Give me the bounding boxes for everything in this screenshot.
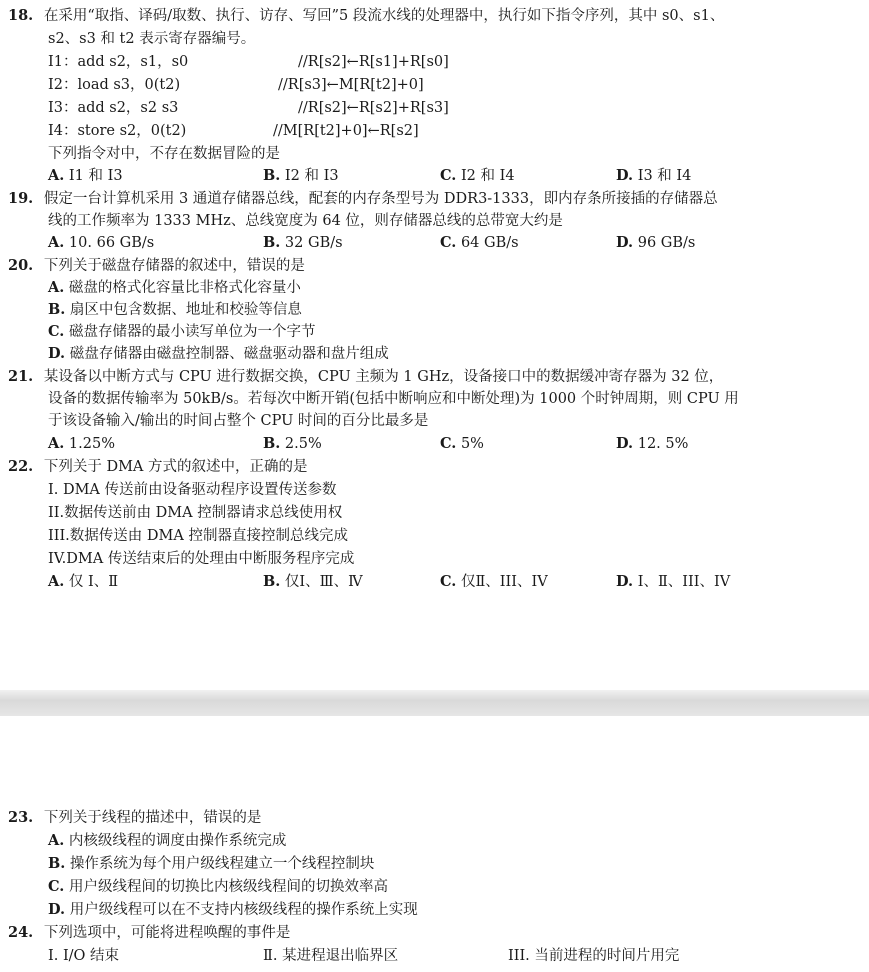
option-text: 扇区中包含数据、地址和校验等信息 bbox=[69, 302, 302, 318]
option-letter: B. bbox=[263, 234, 281, 251]
option-text: 12. 5% bbox=[637, 436, 689, 452]
option-text: I2 和 I3 bbox=[284, 168, 339, 184]
option-text: 磁盘的格式化容量比非格式化容量小 bbox=[68, 280, 301, 296]
option-letter: B. bbox=[263, 167, 281, 184]
option-text: 2.5% bbox=[284, 436, 322, 452]
option-text: 操作系统为每个用户级线程建立一个线程控制块 bbox=[69, 856, 375, 872]
q21-option-b bbox=[263, 434, 322, 454]
option-letter: C. bbox=[48, 878, 65, 895]
q24-item-1: I. I/O 结束 bbox=[48, 948, 120, 964]
q22-item-2: II.数据传送前由 DMA 控制器请求总线使用权 bbox=[48, 505, 343, 521]
q19-stem-line1 bbox=[8, 189, 718, 209]
q22-item-1: I. DMA 传送前由设备驱动程序设置传送参数 bbox=[48, 482, 337, 498]
q21-option-d bbox=[616, 434, 688, 454]
q23-number: 23. bbox=[8, 809, 34, 826]
q21-stem-line1 bbox=[8, 367, 723, 387]
q18-comment-1: //R[s2]←R[s1]+R[s0] bbox=[298, 54, 449, 70]
q22-stem-text-1: 下列关于 DMA 方式的叙述中，正确的是 bbox=[43, 459, 308, 475]
option-text: 1.25% bbox=[68, 436, 115, 452]
q19-stem-line2: 线的工作频率为 1333 MHz、总线宽度为 64 位，则存储器总线的总带宽大约是 bbox=[48, 213, 563, 229]
option-letter: C. bbox=[440, 167, 457, 184]
q18-number: 18. bbox=[8, 7, 34, 24]
option-text: 磁盘存储器的最小读写单位为一个字节 bbox=[68, 324, 316, 340]
option-letter: C. bbox=[48, 323, 65, 340]
q21-stem-text-1: 某设备以中断方式与 CPU 进行数据交换，CPU 主频为 1 GHz，设备接口中的数据缓冲寄存器为 32 位， bbox=[43, 369, 724, 385]
q20-option-b bbox=[48, 300, 302, 320]
q19-number: 19. bbox=[8, 190, 34, 207]
q20-stem-text-1: 下列关于磁盘存储器的叙述中，错误的是 bbox=[43, 258, 305, 274]
option-letter: B. bbox=[263, 435, 281, 452]
option-letter: B. bbox=[48, 855, 66, 872]
q22-option-b bbox=[263, 572, 363, 592]
option-letter: C. bbox=[440, 573, 457, 590]
page-bottom bbox=[0, 716, 869, 972]
option-text: 32 GB/s bbox=[284, 235, 343, 251]
q23-option-c bbox=[48, 877, 388, 897]
option-letter: C. bbox=[440, 234, 457, 251]
option-text: 仅 I、Ⅱ bbox=[68, 574, 119, 590]
q19-option-d bbox=[616, 233, 695, 253]
option-letter: B. bbox=[48, 301, 66, 318]
q22-option-c bbox=[440, 572, 548, 592]
q20-number: 20. bbox=[8, 257, 34, 274]
option-text: I1 和 I3 bbox=[68, 168, 123, 184]
option-letter: A. bbox=[48, 167, 65, 184]
option-letter: D. bbox=[616, 573, 634, 590]
q21-stem-line2: 设备的数据传输率为 50kB/s。若每次中断开销(包括中断响应和中断处理)为 1000 个时钟周期，则 CPU 用 bbox=[48, 391, 739, 407]
q21-number: 21. bbox=[8, 368, 34, 385]
q18-comment-2: //R[s3]←M[R[t2]+0] bbox=[278, 77, 424, 93]
option-text: 64 GB/s bbox=[460, 235, 519, 251]
option-letter: D. bbox=[48, 901, 66, 918]
option-text: 仅Ⅱ、III、IV bbox=[460, 574, 548, 590]
q18-stem-line2: s2、s3 和 t2 表示寄存器编号。 bbox=[48, 31, 256, 47]
option-letter: A. bbox=[48, 573, 65, 590]
option-text: 96 GB/s bbox=[637, 235, 696, 251]
q18-option-d bbox=[616, 166, 691, 186]
q18-instr-2: I2：load s3，0(t2) bbox=[48, 77, 181, 93]
q20-option-c bbox=[48, 322, 315, 342]
q18-instr-3: I3：add s2，s2 s3 bbox=[48, 100, 179, 116]
option-text: 内核级线程的调度由操作系统完成 bbox=[68, 833, 287, 849]
q18-option-a bbox=[48, 166, 123, 186]
q22-item-3: III.数据传送由 DMA 控制器直接控制总线完成 bbox=[48, 528, 348, 544]
q24-item-3: III. 当前进程的时间片用完 bbox=[508, 948, 680, 964]
q19-option-a bbox=[48, 233, 154, 253]
option-letter: D. bbox=[616, 167, 634, 184]
q18-comment-3: //R[s2]←R[s2]+R[s3] bbox=[298, 100, 449, 116]
q23-stem-text-1: 下列关于线程的描述中，错误的是 bbox=[43, 810, 262, 826]
q18-instr-1: I1：add s2，s1，s0 bbox=[48, 54, 189, 70]
option-letter: D. bbox=[616, 234, 634, 251]
q18-stem-line1 bbox=[8, 6, 724, 26]
q18-comment-4: //M[R[t2]+0]←R[s2] bbox=[273, 123, 419, 139]
q20-option-d bbox=[48, 344, 389, 364]
option-text: I、Ⅱ、III、IV bbox=[637, 574, 731, 590]
page-separator bbox=[0, 690, 869, 716]
q18-question: 下列指令对中，不存在数据冒险的是 bbox=[48, 146, 280, 162]
q18-instr-4: I4：store s2，0(t2) bbox=[48, 123, 187, 139]
q24-item-2: Ⅱ. 某进程退出临界区 bbox=[263, 948, 399, 964]
option-text: 磁盘存储器由磁盘控制器、磁盘驱动器和盘片组成 bbox=[69, 346, 389, 362]
q23-option-d bbox=[48, 900, 418, 920]
q19-stem-text-1: 假定一台计算机采用 3 通道存储器总线，配套的内存条型号为 DDR3-1333，即内存条所接插的存储器总 bbox=[43, 191, 718, 207]
option-text: 10. 66 GB/s bbox=[68, 235, 155, 251]
q20-option-a bbox=[48, 278, 301, 298]
q19-option-b bbox=[263, 233, 343, 253]
option-letter: A. bbox=[48, 435, 65, 452]
q23-option-b bbox=[48, 854, 374, 874]
option-text: 仅Ⅰ、Ⅲ、Ⅳ bbox=[284, 574, 363, 590]
option-text: 用户级线程可以在不支持内核级线程的操作系统上实现 bbox=[69, 902, 418, 918]
option-text: I2 和 I4 bbox=[460, 168, 515, 184]
option-text: 用户级线程间的切换比内核级线程间的切换效率高 bbox=[68, 879, 388, 895]
q23-stem-line1 bbox=[8, 808, 261, 828]
q21-option-c bbox=[440, 434, 484, 454]
option-text: I3 和 I4 bbox=[637, 168, 692, 184]
q22-option-a bbox=[48, 572, 118, 592]
q18-stem-text-1: 在采用“取指、译码/取数、执行、访存、写回”5 段流水线的处理器中，执行如下指令序列，其中 s0、s1、 bbox=[43, 8, 725, 24]
q21-stem-line3: 于该设备输入/输出的时间占整个 CPU 时间的百分比最多是 bbox=[48, 413, 429, 429]
q19-option-c bbox=[440, 233, 519, 253]
option-letter: A. bbox=[48, 832, 65, 849]
q21-option-a bbox=[48, 434, 115, 454]
option-letter: C. bbox=[440, 435, 457, 452]
q24-number: 24. bbox=[8, 924, 34, 941]
option-letter: D. bbox=[48, 345, 66, 362]
q22-number: 22. bbox=[8, 458, 34, 475]
option-text: 5% bbox=[460, 436, 484, 452]
option-letter: A. bbox=[48, 279, 65, 296]
q23-option-a bbox=[48, 831, 286, 851]
q22-stem-line1 bbox=[8, 457, 308, 477]
option-letter: D. bbox=[616, 435, 634, 452]
option-letter: A. bbox=[48, 234, 65, 251]
q18-option-b bbox=[263, 166, 339, 186]
q22-item-4: IV.DMA 传送结束后的处理由中断服务程序完成 bbox=[48, 551, 355, 567]
q20-stem-line1 bbox=[8, 256, 305, 276]
q24-stem-text-1: 下列选项中，可能将进程唤醒的事件是 bbox=[43, 925, 291, 941]
q18-option-c bbox=[440, 166, 515, 186]
q24-stem-line1 bbox=[8, 923, 290, 943]
q22-option-d bbox=[616, 572, 730, 592]
option-letter: B. bbox=[263, 573, 281, 590]
